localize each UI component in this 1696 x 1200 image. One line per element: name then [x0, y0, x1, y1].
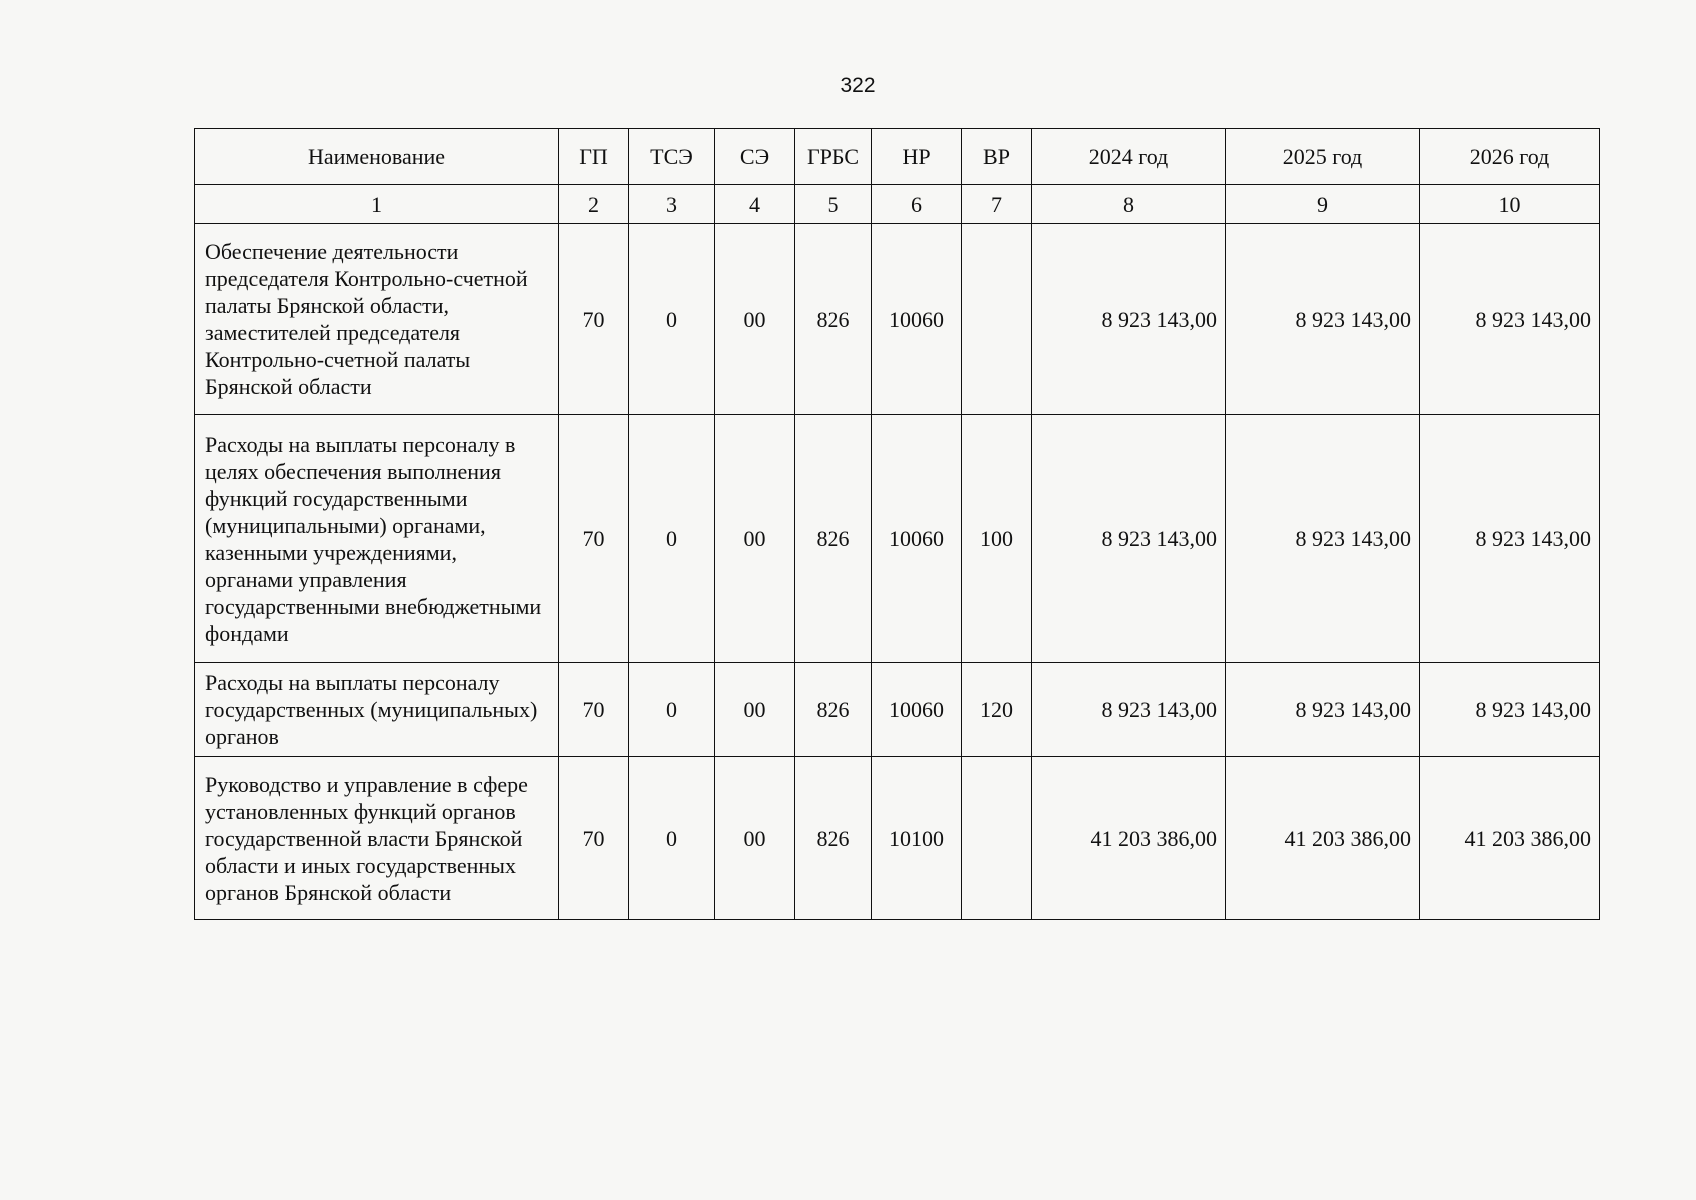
header-2025: 2025 год [1226, 129, 1420, 185]
column-number: 7 [962, 185, 1032, 224]
header-vr: ВР [962, 129, 1032, 185]
cell-vr [962, 224, 1032, 415]
cell-grbs: 826 [795, 224, 872, 415]
cell-2025: 41 203 386,00 [1226, 757, 1420, 920]
header-row [195, 129, 1600, 185]
cell-2026: 8 923 143,00 [1420, 415, 1600, 663]
row-name: Расходы на выплаты персоналу в целях обеспечения выполнения функций государственными (муниципальными) органами, казенными учреждениями, органами управления государственными внебюджетными фондами [195, 415, 559, 663]
cell-gp: 70 [559, 663, 629, 757]
cell-vr: 120 [962, 663, 1032, 757]
cell-tse: 0 [629, 415, 715, 663]
header-name: Наименование [195, 129, 559, 185]
cell-2026: 8 923 143,00 [1420, 224, 1600, 415]
cell-grbs: 826 [795, 415, 872, 663]
cell-gp: 70 [559, 415, 629, 663]
cell-tse: 0 [629, 663, 715, 757]
cell-vr [962, 757, 1032, 920]
cell-2026: 8 923 143,00 [1420, 663, 1600, 757]
cell-nr: 10060 [872, 224, 962, 415]
header-tse: ТСЭ [629, 129, 715, 185]
header-nr: НР [872, 129, 962, 185]
table-row [195, 415, 1600, 663]
cell-grbs: 826 [795, 757, 872, 920]
budget-table [194, 128, 1600, 920]
cell-gp: 70 [559, 757, 629, 920]
cell-2024: 8 923 143,00 [1032, 663, 1226, 757]
cell-2024: 8 923 143,00 [1032, 224, 1226, 415]
table-row [195, 663, 1600, 757]
cell-nr: 10060 [872, 663, 962, 757]
cell-nr: 10060 [872, 415, 962, 663]
cell-nr: 10100 [872, 757, 962, 920]
header-gp: ГП [559, 129, 629, 185]
table-row [195, 224, 1600, 415]
column-number: 9 [1226, 185, 1420, 224]
table-row [195, 757, 1600, 920]
cell-tse: 0 [629, 757, 715, 920]
row-name: Обеспечение деятельности председателя Контрольно-счетной палаты Брянской области, заместителей председателя Контрольно-счетной палаты Брянской области [195, 224, 559, 415]
header-2026: 2026 год [1420, 129, 1600, 185]
column-number: 4 [715, 185, 795, 224]
cell-2025: 8 923 143,00 [1226, 663, 1420, 757]
cell-2024: 8 923 143,00 [1032, 415, 1226, 663]
cell-tse: 0 [629, 224, 715, 415]
header-se: СЭ [715, 129, 795, 185]
cell-se: 00 [715, 757, 795, 920]
column-number: 10 [1420, 185, 1600, 224]
column-number: 5 [795, 185, 872, 224]
row-name: Расходы на выплаты персоналу государственных (муниципальных) органов [195, 663, 559, 757]
cell-2025: 8 923 143,00 [1226, 415, 1420, 663]
page-number: 322 [840, 74, 876, 97]
cell-gp: 70 [559, 224, 629, 415]
cell-grbs: 826 [795, 663, 872, 757]
cell-se: 00 [715, 415, 795, 663]
cell-2026: 41 203 386,00 [1420, 757, 1600, 920]
column-number: 2 [559, 185, 629, 224]
column-number: 6 [872, 185, 962, 224]
cell-se: 00 [715, 224, 795, 415]
column-number-row [195, 185, 1600, 224]
header-grbs: ГРБС [795, 129, 872, 185]
cell-se: 00 [715, 663, 795, 757]
cell-vr: 100 [962, 415, 1032, 663]
row-name: Руководство и управление в сфере установленных функций органов государственной власти Брянской области и иных государственных органов Брянской области [195, 757, 559, 920]
column-number: 3 [629, 185, 715, 224]
cell-2025: 8 923 143,00 [1226, 224, 1420, 415]
column-number: 1 [195, 185, 559, 224]
cell-2024: 41 203 386,00 [1032, 757, 1226, 920]
column-number: 8 [1032, 185, 1226, 224]
header-2024: 2024 год [1032, 129, 1226, 185]
